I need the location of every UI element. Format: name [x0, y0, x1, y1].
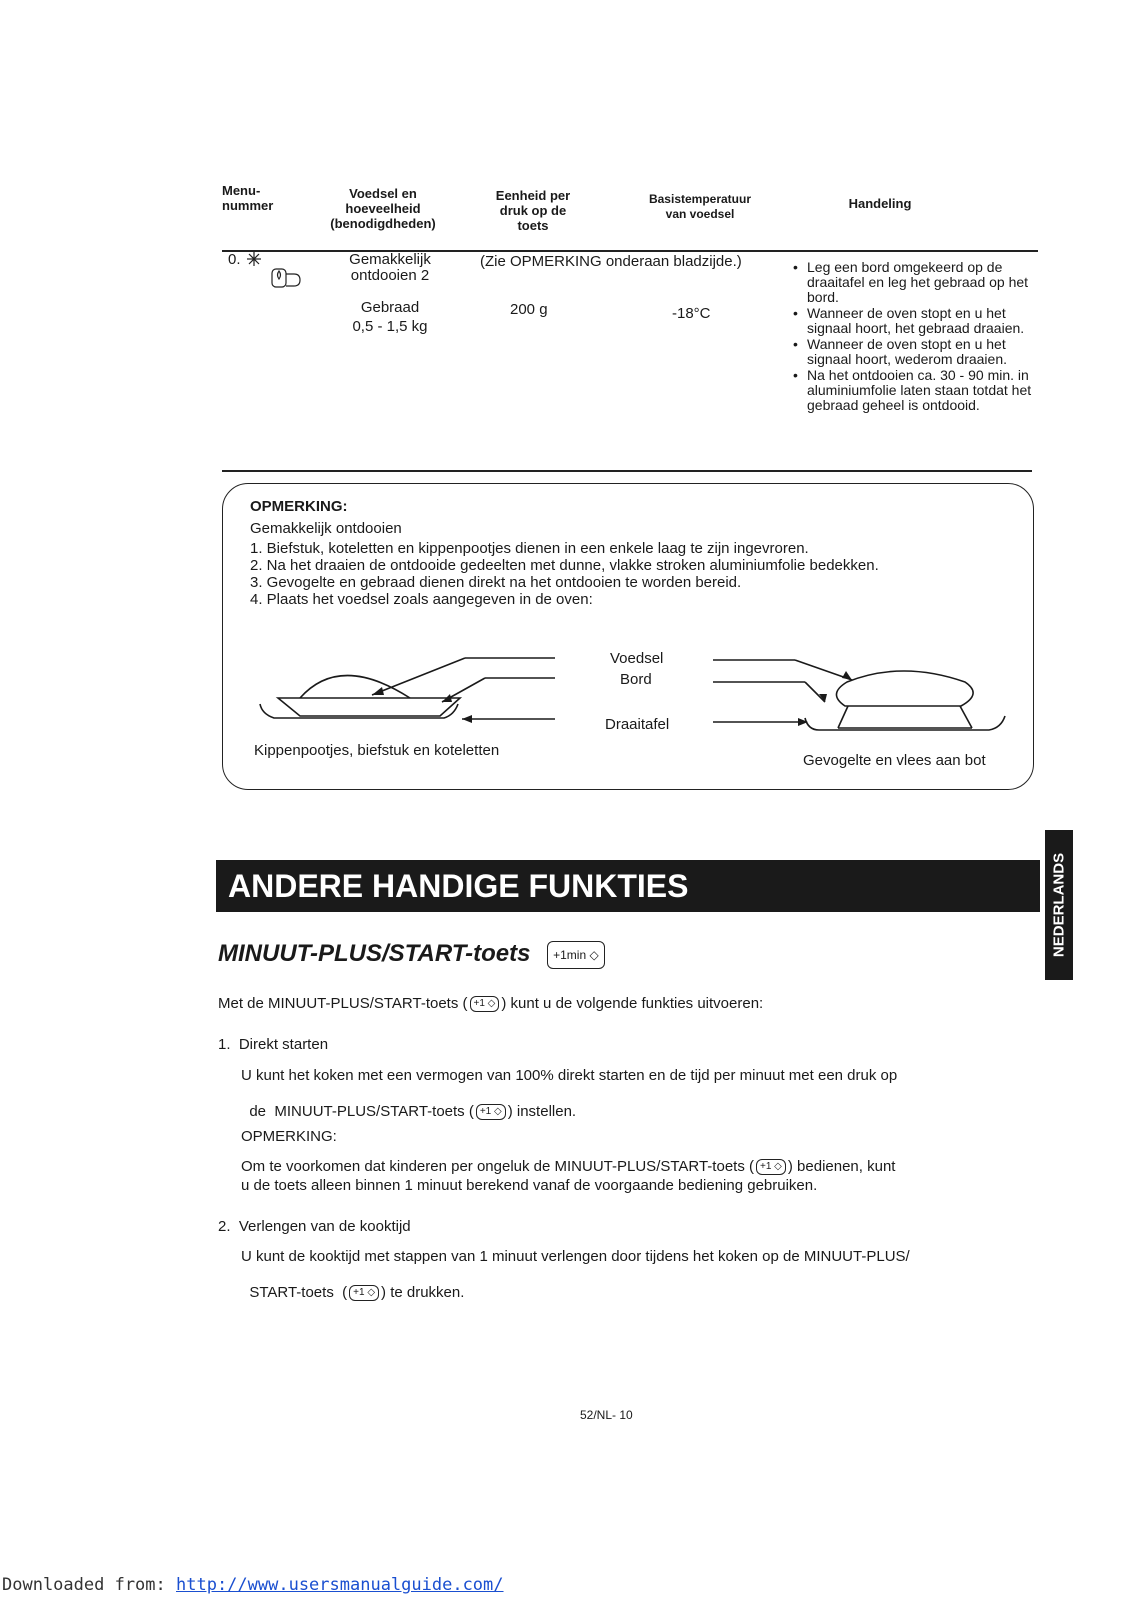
handling-item: • Wanneer de oven stopt en u het signaal hoort, het gebraad draaien.	[793, 306, 1043, 336]
section1-note-line1	[241, 1158, 895, 1175]
food-amount: Gebraad 0,5 - 1,5 kg	[352, 299, 428, 335]
note-reference: (Zie OPMERKING onderaan bladzijde.)	[480, 253, 742, 270]
minute-plus-key-icon: +1 ◇	[756, 1159, 786, 1175]
subheading	[218, 940, 607, 969]
note-title: OPMERKING:	[250, 498, 348, 515]
side-tab-label: NEDERLANDS	[1050, 852, 1068, 958]
section2-text2-after: ) te drukken.	[381, 1284, 465, 1301]
section1-note-before: Om te voorkomen dat kinderen per ongeluk de MINUUT-PLUS/START-toets (	[241, 1158, 754, 1175]
food-name: Gemakkelijk ontdooien 2	[349, 251, 431, 284]
note-item: 3. Gevogelte en gebraad dienen direkt na het ontdooien te worden bereid.	[250, 574, 742, 591]
subheading-text: MINUUT-PLUS/START-toets	[218, 940, 531, 967]
section2-title: 2. Verlengen van de kooktijd	[218, 1218, 411, 1235]
intro-after: ) kunt u de volgende funkties uitvoeren:	[501, 995, 764, 1012]
note-item: 2. Na het draaien de ontdooide gedeelten met dunne, vlakke stroken aluminiumfolie bedekken.	[250, 557, 879, 574]
language-side-tab	[1045, 830, 1073, 980]
minute-plus-key-icon: +1 ◇	[349, 1285, 379, 1301]
header-unit: Eenheid per druk op de toets	[495, 188, 571, 233]
caption-left: Kippenpootjes, biefstuk en koteletten	[254, 742, 500, 759]
key-label: +1min	[553, 947, 587, 962]
label-plate: Bord	[620, 671, 652, 688]
section1-note-after: ) bedienen, kunt	[787, 1158, 896, 1175]
note-subtitle: Gemakkelijk ontdooien	[250, 520, 402, 537]
minute-plus-key-icon: +1min ◇	[547, 941, 605, 969]
footer-prefix: Downloaded from:	[2, 1575, 176, 1595]
intro-text	[218, 995, 763, 1012]
section1-text2	[241, 1086, 576, 1120]
intro-before: Met de MINUUT-PLUS/START-toets (	[218, 995, 468, 1012]
section1-text2-after: ) instellen.	[507, 1103, 577, 1120]
menu-number: 0.	[228, 251, 241, 268]
unit-value: 200 g	[510, 301, 548, 318]
section2-text2	[241, 1267, 464, 1301]
minute-plus-key-icon: +1 ◇	[476, 1104, 506, 1120]
handling-list	[793, 260, 1043, 414]
header-base-temp: Basistemperatuur van voedsel	[648, 192, 752, 221]
note-list	[250, 540, 879, 608]
section1-note-title: OPMERKING:	[241, 1128, 337, 1145]
section1-text2-before: de MINUUT-PLUS/START-toets (	[249, 1103, 474, 1120]
label-turntable: Draaitafel	[605, 716, 670, 733]
section2-text1: U kunt de kooktijd met stappen van 1 minuut verlengen door tijdens het koken op de MINUUT-PLUS/	[241, 1248, 910, 1265]
note-item: 4. Plaats het voedsel zoals aangegeven in de oven:	[250, 591, 593, 608]
handling-item: • Wanneer de oven stopt en u het signaal hoort, wederom draaien.	[793, 337, 1043, 367]
section1-text1: U kunt het koken met een vermogen van 100% direkt starten en de tijd per minuut met een druk op	[241, 1067, 898, 1084]
section2-text2-before: START-toets (	[249, 1284, 348, 1301]
defrost-icon	[246, 250, 306, 292]
section1-title: 1. Direkt starten	[218, 1036, 329, 1053]
header-food: Voedsel en hoeveelheid (benodigdheden)	[330, 186, 436, 231]
table-bottom-rule	[222, 470, 1032, 472]
footer-link[interactable]: http://www.usersmanualguide.com/	[176, 1575, 504, 1595]
handling-item: • Na het ontdooien ca. 30 - 90 min. in aluminiumfolie laten staan totdat het gebraad geheel is ontdooid.	[793, 368, 1043, 413]
download-footer	[2, 1575, 504, 1595]
caption-right: Gevogelte en vlees aan bot	[803, 752, 986, 769]
header-menu-number: Menu- nummer	[222, 183, 274, 213]
page-number: 52/NL- 10	[580, 1408, 633, 1422]
handling-item: • Leg een bord omgekeerd op de draaitafel en leg het gebraad op het bord.	[793, 260, 1043, 305]
label-food: Voedsel	[610, 650, 664, 667]
header-handling: Handeling	[848, 196, 912, 211]
minute-plus-key-icon: +1 ◇	[470, 996, 500, 1012]
base-temp-value: -18°C	[672, 305, 711, 322]
note-item: 1. Biefstuk, koteletten en kippenpootjes dienen in een enkele laag te zijn ingevroren.	[250, 540, 809, 557]
section1-note-line2: u de toets alleen binnen 1 minuut berekend vanaf de voorgaande bediening gebruiken.	[241, 1177, 818, 1194]
section-banner: ANDERE HANDIGE FUNKTIES	[216, 860, 1040, 912]
